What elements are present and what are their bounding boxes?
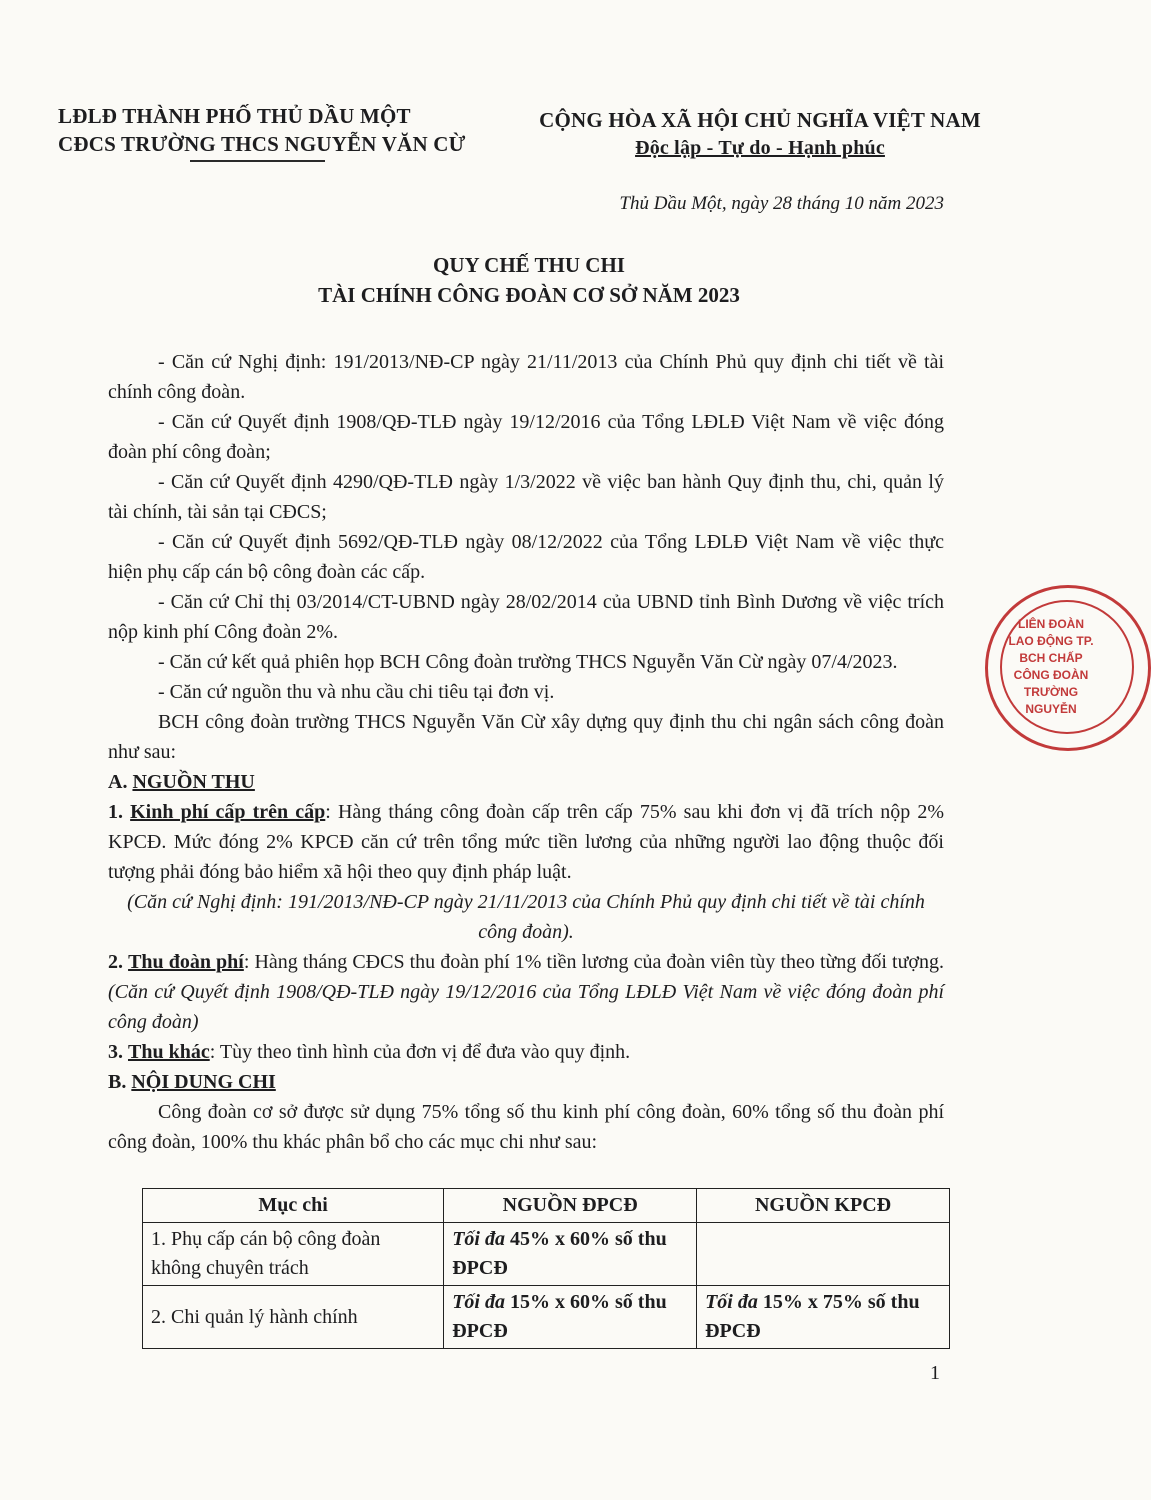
item-number: 3. [108,1041,123,1063]
column-header-kpcd: NGUỒN KPCĐ [697,1189,950,1223]
seal-inner-ring [1000,600,1134,734]
section-b-prefix: B. [108,1071,127,1093]
org-underline [190,160,325,162]
revenue-item-3 [108,1037,944,1067]
max-label: Tối đa [452,1291,505,1313]
document-body [108,347,944,1157]
dpcd-value: 45% x 60% số thu ĐPCĐ [452,1228,667,1279]
legal-basis-item: - Căn cứ Quyết định 5692/QĐ-TLĐ ngày 08/12/2022 của Tổng LĐLĐ Việt Nam về việc thực hiện phụ cấp cán bộ công đoàn các cấp. [108,531,944,583]
item-number: 2. [108,951,123,973]
section-b-heading [108,1067,944,1097]
document-date: Thủ Dầu Một, ngày 28 tháng 10 năm 2023 [619,193,944,214]
item-citation: (Căn cứ Quyết định 1908/QĐ-TLĐ ngày 19/12/2016 của Tổng LĐLĐ Việt Nam về việc đóng đoàn phí công đoàn) [108,981,944,1033]
national-header [515,106,1005,162]
section-a-title: NGUỒN THU [132,771,255,793]
page-number: 1 [930,1362,940,1384]
item-number: 1. [108,801,123,823]
table-row [143,1223,950,1286]
section-a-prefix: A. [108,771,128,793]
section-b-intro: Công đoàn cơ sở được sử dụng 75% tổng số thu kinh phí công đoàn, 60% tổng số thu đoàn phí công đoàn, 100% thu khác phân bổ cho các mục chi như sau: [108,1101,944,1153]
dpcd-value: 15% x 60% số thu ĐPCĐ [452,1291,667,1342]
revenue-item-1-citation: (Căn cứ Nghị định: 191/2013/NĐ-CP ngày 21/11/2013 của Chính Phủ quy định chi tiết về tài chính công đoàn). [127,891,925,943]
expenditure-table [142,1188,950,1349]
official-seal-stamp [985,585,1151,751]
org-line-1: LĐLĐ THÀNH PHỐ THỦ DẦU MỘT [58,104,411,128]
max-label: Tối đa [705,1291,758,1313]
expense-item: 1. Phụ cấp cán bộ công đoàn không chuyên trách [143,1223,444,1286]
item-text: : Hàng tháng CĐCS thu đoàn phí 1% tiền lương của đoàn viên tùy theo từng đối tượng. [243,951,945,973]
title-line-2: TÀI CHÍNH CÔNG ĐOÀN CƠ SỞ NĂM 2023 [318,283,740,307]
item-label: Thu đoàn phí [128,951,244,973]
section-a-heading [108,767,944,797]
kpcd-value: 15% x 75% số thu ĐPCĐ [705,1291,920,1342]
legal-basis-item: - Căn cứ Quyết định 4290/QĐ-TLĐ ngày 1/3/2022 về việc ban hành Quy định thu, chi, quản lý tài chính, tài sản tại CĐCS; [108,471,944,523]
intro-paragraph: BCH công đoàn trường THCS Nguyễn Văn Cừ xây dựng quy định thu chi ngân sách công đoàn như sau: [108,711,944,763]
revenue-item-2 [108,947,944,1037]
document-title [0,250,1058,310]
legal-basis-item: - Căn cứ Nghị định: 191/2013/NĐ-CP ngày 21/11/2013 của Chính Phủ quy định chi tiết về tài chính công đoàn. [108,351,944,403]
legal-basis-item: - Căn cứ Quyết định 1908/QĐ-TLĐ ngày 19/12/2016 của Tổng LĐLĐ Việt Nam về việc đóng đoàn phí công đoàn; [108,411,944,463]
nation-name: CỘNG HÒA XÃ HỘI CHỦ NGHĨA VIỆT NAM [539,108,981,132]
national-motto: Độc lập - Tự do - Hạnh phúc [635,137,885,159]
table-header-row [143,1189,950,1223]
kpcd-cell [697,1223,950,1286]
item-label: Thu khác [128,1041,210,1063]
dpcd-cell [444,1286,697,1349]
max-label: Tối đa [452,1228,505,1250]
section-b-title: NỘI DUNG CHI [131,1071,276,1093]
revenue-item-1 [108,797,944,887]
item-label: Kinh phí cấp trên cấp [130,801,326,823]
legal-basis-item: - Căn cứ nguồn thu và nhu cầu chi tiêu tại đơn vị. [158,681,555,703]
dpcd-cell [444,1223,697,1286]
item-text: : Hàng tháng công đoàn cấp trên cấp 75% sau khi đơn vị đã trích nộp 2% KPCĐ. Mức đóng 2% KPCĐ căn cứ trên tổng mức tiền lương của những người lao động thuộc đối tượng phải đóng bảo hiểm xã hội theo quy định pháp luật. [108,801,945,883]
item-text: : Tùy theo tình hình của đơn vị để đưa vào quy định. [209,1041,631,1063]
expense-item: 2. Chi quản lý hành chính [143,1286,444,1349]
legal-basis-item: - Căn cứ kết quả phiên họp BCH Công đoàn trường THCS Nguyễn Văn Cừ ngày 07/4/2023. [158,651,898,673]
kpcd-cell [697,1286,950,1349]
seal-text: LIÊN ĐOÀN LAO ĐỘNG TP. BCH CHẤP CÔNG ĐOÀN TRƯỜNG NGUYỄN [1008,617,1094,716]
column-header-item: Mục chi [143,1189,444,1223]
org-line-2: CĐCS TRƯỜNG THCS NGUYỄN VĂN CỪ [58,132,466,156]
column-header-dpcd: NGUỒN ĐPCĐ [444,1189,697,1223]
legal-basis-item: - Căn cứ Chỉ thị 03/2014/CT-UBND ngày 28/02/2014 của UBND tỉnh Bình Dương về việc trích nộp kinh phí Công đoàn 2%. [108,591,944,643]
title-line-1: QUY CHẾ THU CHI [433,253,625,277]
table-row [143,1286,950,1349]
issuing-organization [58,102,498,158]
